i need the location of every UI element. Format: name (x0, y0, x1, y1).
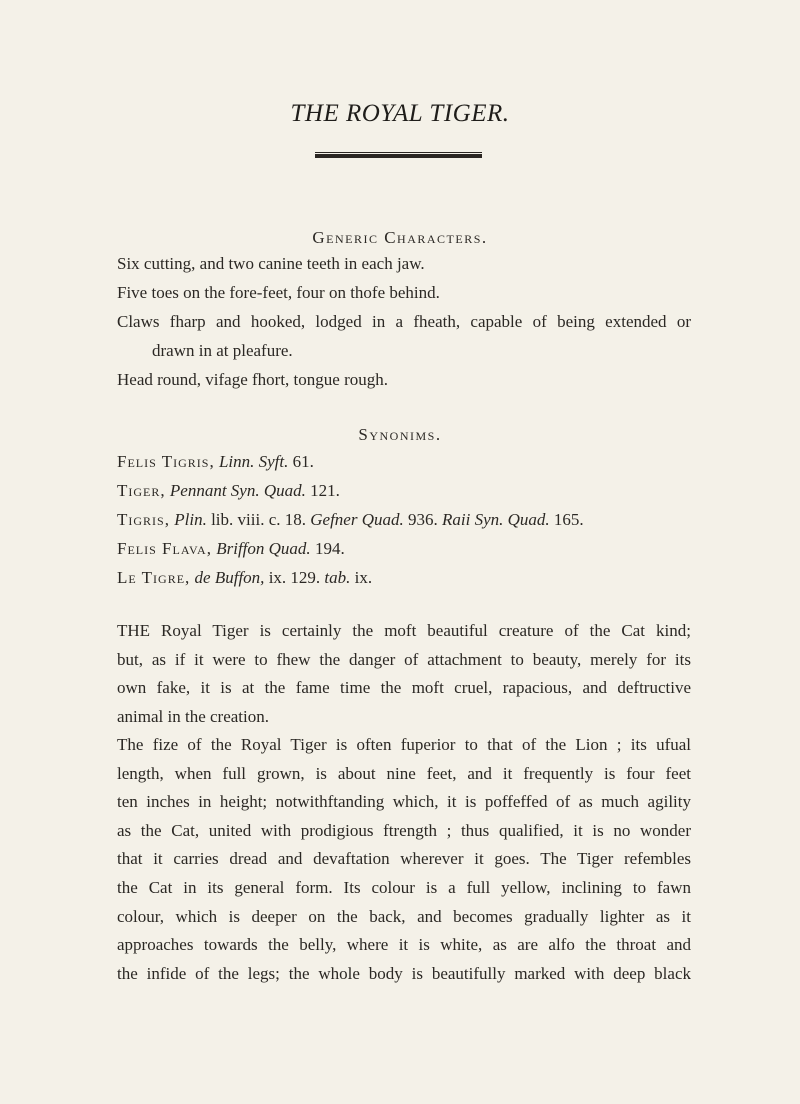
synonyms-heading: Synonims. (358, 425, 442, 444)
synonym-entry: Felis Flava, Briffon Quad. 194. (117, 539, 345, 558)
generic-characters-heading: Generic Characters. (312, 228, 488, 247)
generic-line-3: Claws fharp and hooked, lodged in a fheath, capable of being extended or (117, 312, 691, 331)
paragraph-line: THE Royal Tiger is certainly the moft beautiful creature of the Cat kind; (117, 621, 691, 640)
paragraph-1 (117, 617, 691, 731)
generic-line-2: Five toes on the fore-feet, four on thofe behind. (117, 283, 440, 302)
paragraph-line: the infide of the legs; the whole body is beautifully marked with deep black (117, 963, 691, 983)
generic-line-4: drawn in at pleafure. (152, 341, 293, 360)
paragraph-line: that it carries dread and devaftation wherever it goes. The Tiger refembles (117, 849, 691, 869)
paragraph-line: colour, which is deeper on the back, and becomes gradually lighter as it (117, 906, 691, 926)
paragraph-line: approaches towards the belly, where it is white, as are alfo the throat and (117, 935, 691, 955)
paragraph-2 (117, 731, 691, 988)
paragraph-line: length, when full grown, is about nine feet, and it frequently is four feet (117, 763, 691, 783)
synonym-entry: Tiger, Pennant Syn. Quad. 121. (117, 481, 340, 500)
paragraph-line: but, as if it were to fhew the danger of attachment to beauty, merely for its (117, 649, 691, 669)
title-rule (315, 154, 482, 158)
synonym-entry: Felis Tigris, Linn. Syft. 61. (117, 452, 314, 471)
synonym-entry: Le Tigre, de Buffon, ix. 129. tab. ix. (117, 568, 373, 587)
paragraph-line: ten inches in height; notwithftanding which, it is poffeffed of as much agility (117, 792, 691, 812)
paragraph-line: as the Cat, united with prodigious ftrength ; thus qualified, it is no wonder (117, 820, 691, 840)
paragraph-line: own fake, it is at the fame time the moft cruel, rapacious, and deftructive (117, 678, 691, 698)
page-title: THE ROYAL TIGER. (290, 100, 510, 127)
paragraph-line: the Cat in its general form. Its colour is a full yellow, inclining to fawn (117, 877, 691, 897)
generic-line-1: Six cutting, and two canine teeth in each jaw. (117, 254, 425, 273)
title-rule-thin (315, 152, 482, 153)
synonym-entry: Tigris, Plin. lib. viii. c. 18. Gefner Quad. 936. Raii Syn. Quad. 165. (117, 510, 584, 529)
generic-line-5: Head round, vifage fhort, tongue rough. (117, 370, 388, 389)
paragraph-line: animal in the creation. (117, 706, 269, 726)
paragraph-line: The fize of the Royal Tiger is often fuperior to that of the Lion ; its ufual (117, 735, 691, 754)
